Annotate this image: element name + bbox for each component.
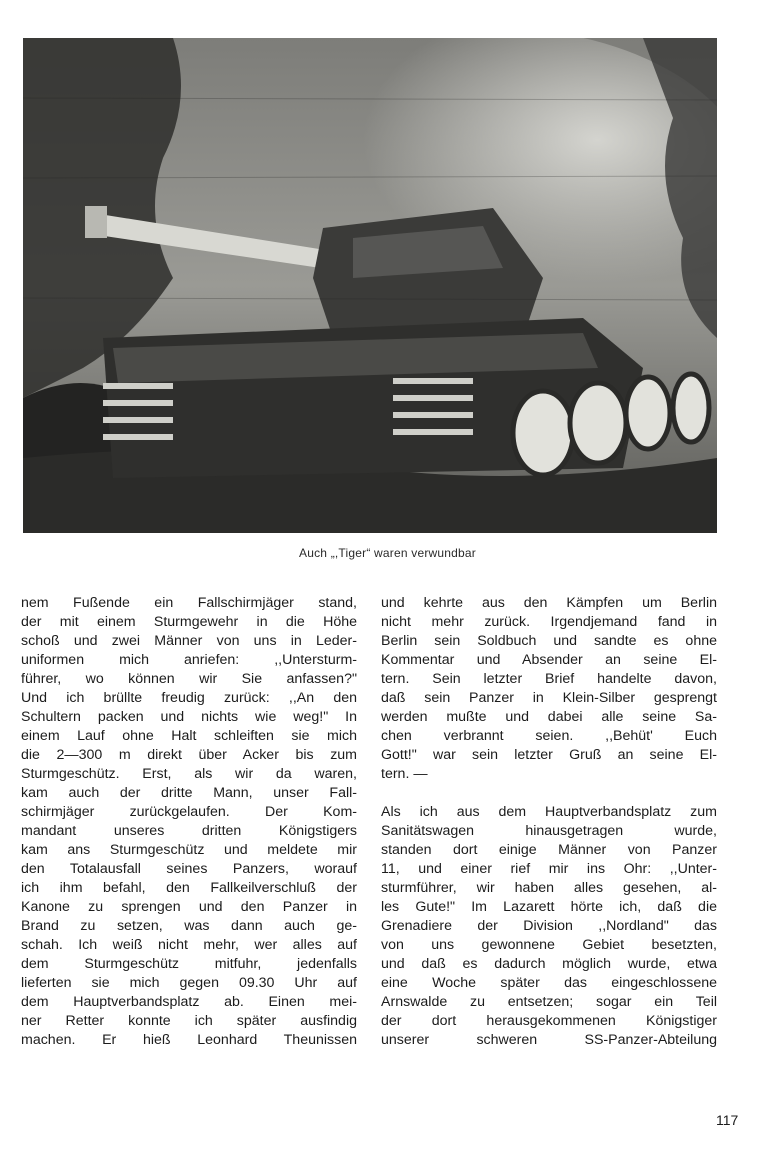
text-line: ner Retter konnte ich später ausfindig — [21, 1013, 357, 1029]
paragraph-gap — [381, 784, 717, 803]
text-line: Und ich brüllte freudig zurück: ,,An den — [21, 690, 357, 706]
text-line: schah. Ich weiß nicht mehr, wer alles auf — [21, 937, 357, 953]
text-line: machen. Er hieß Leonhard Theunissen — [21, 1032, 357, 1048]
text-line: und daß es dadurch möglich wurde, etwa — [381, 956, 717, 972]
text-line: Grenadiere der Division ,,Nordland" das — [381, 918, 717, 934]
text-line: kam auch der dritte Mann, unser Fall- — [21, 785, 357, 801]
text-line: werden mußte und dabei alle seine Sa- — [381, 709, 717, 725]
text-line: tern. Sein letzter Brief handelte davon, — [381, 671, 717, 687]
text-line: nicht mehr zurück. Irgendjemand fand in — [381, 614, 717, 630]
text-line: Arnswalde zu entsetzen; sogar ein Teil — [381, 994, 717, 1010]
text-line: tern. — — [381, 766, 428, 782]
text-line: Brand zu setzen, was dann auch ge- — [21, 918, 357, 934]
text-line: eine Woche später das eingeschlossene — [381, 975, 717, 991]
text-line: schirmjäger zurückgelaufen. Der Kom- — [21, 804, 357, 820]
text-line: Sanitätswagen hinausgetragen wurde, — [381, 823, 717, 839]
text-line: dem Sturmgeschütz mitfuhr, jedenfalls — [21, 956, 357, 972]
text-line: Sturmgeschütz. Erst, als wir da waren, — [21, 766, 357, 782]
text-line: schoß und zwei Männer von uns in Leder- — [21, 633, 357, 649]
text-line: ich ihm befahl, den Fallkeilverschluß der — [21, 880, 357, 896]
left-column — [21, 594, 357, 1050]
text-line: mandant unseres dritten Königstigers — [21, 823, 357, 839]
text-line: les Gute!" Im Lazarett hörte ich, daß die — [381, 899, 717, 915]
text-line: daß sein Panzer in Klein-Silber gesprengt — [381, 690, 717, 706]
text-line: uniformen mich anriefen: ,,Untersturm- — [21, 652, 357, 668]
text-line: dem Hauptverbandsplatz ab. Einen mei- — [21, 994, 357, 1010]
text-line: chen verbrannt seien. ,,Behüt' Euch — [381, 728, 717, 744]
text-line: einem Lauf ohne Halt schleiften sie mich — [21, 728, 357, 744]
text-line: lieferten sie mich gegen 09.30 Uhr auf — [21, 975, 357, 991]
text-line: sturmführer, wir haben alles gesehen, al- — [381, 880, 717, 896]
text-line: der mit einem Sturmgewehr in die Höhe — [21, 614, 357, 630]
text-line: Kanone zu sprengen und den Panzer in — [21, 899, 357, 915]
tank-photo-icon — [23, 38, 717, 533]
photo-caption: Auch „,Tiger“ waren verwundbar — [299, 546, 476, 560]
text-line: Kommentar und Absender an seine El- — [381, 652, 717, 668]
text-line: standen dort einige Männer von Panzer — [381, 842, 717, 858]
text-line: der dort herausgekommenen Königstiger — [381, 1013, 717, 1029]
page-number: 117 — [716, 1112, 739, 1128]
text-line: unserer schweren SS-Panzer-Abteilung — [381, 1032, 717, 1048]
text-line: nem Fußende ein Fallschirmjäger stand, — [21, 595, 357, 611]
tank-photo — [23, 38, 717, 533]
text-line: von uns gewonnene Gebiet besetzten, — [381, 937, 717, 953]
text-line: kam ans Sturmgeschütz und meldete mir — [21, 842, 357, 858]
text-line: Gott!" war sein letzter Gruß an seine El- — [381, 747, 717, 763]
text-line: Berlin sein Soldbuch und sandte es ohne — [381, 633, 717, 649]
text-line: den Totalausfall seines Panzers, worauf — [21, 861, 357, 877]
text-line: Schultern packen und nichts wie weg!" In — [21, 709, 357, 725]
text-line: 11, und einer rief mir ins Ohr: ,,Unter- — [381, 861, 717, 877]
text-line: führer, wo können wir Sie anfassen?" — [21, 671, 357, 687]
text-line: und kehrte aus den Kämpfen um Berlin — [381, 595, 717, 611]
text-line: die 2—300 m direkt über Acker bis zum — [21, 747, 357, 763]
right-column — [381, 594, 717, 1050]
text-line: Als ich aus dem Hauptverbandsplatz zum — [381, 804, 717, 820]
